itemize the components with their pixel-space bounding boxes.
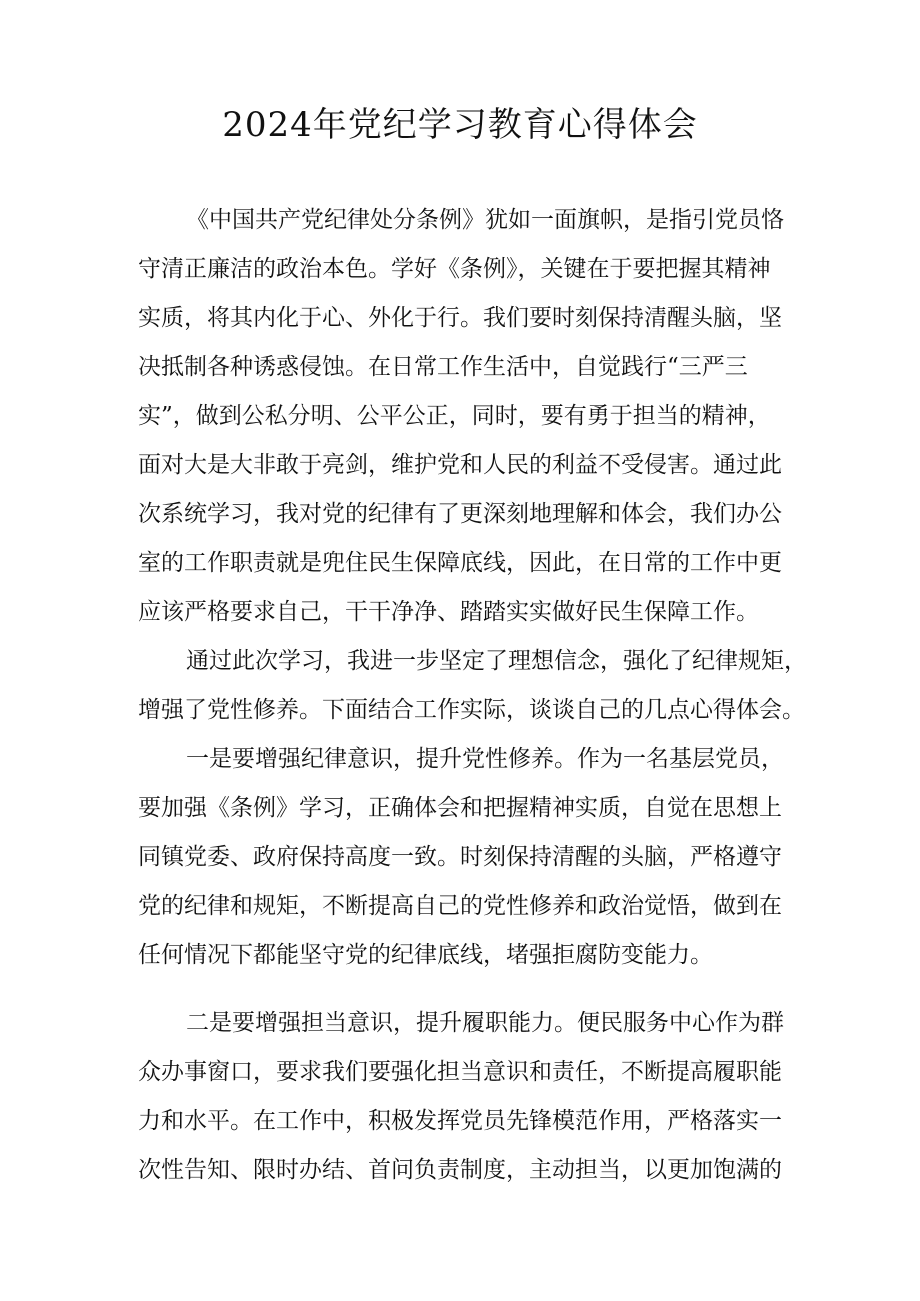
paragraph-line: 增强了党性修养。下面结合工作实际，谈谈自己的几点心得体会。 [138, 697, 805, 723]
paragraph-line: 守清正廉洁的政治本色。学好《条例》，关键在于要把握其精神 [138, 256, 771, 282]
paragraph-line: 党的纪律和规矩，不断提高自己的党性修养和政治觉悟，做到在 [138, 893, 782, 919]
paragraph-line: 实质，将其内化于心、外化于行。我们要时刻保持清醒头脑，坚 [138, 305, 782, 331]
paragraph-line: 力和水平。在工作中，积极发挥党员先锋模范作用，严格落实一 [138, 1108, 782, 1134]
paragraph-line: 要加强《条例》学习，正确体会和把握精神实质，自觉在思想上 [138, 795, 782, 821]
paragraph-line: 众办事窗口，要求我们要强化担当意识和责任，不断提高履职能 [138, 1059, 782, 1085]
paragraph-line: 决抵制各种诱惑侵蚀。在日常工作生活中，自觉践行“三严三 [138, 354, 748, 380]
paragraph-line: 任何情况下都能坚守党的纪律底线，堵强拒腐防变能力。 [138, 942, 713, 968]
paragraph-line: 次性告知、限时办结、首问负责制度，主动担当，以更加饱满的 [138, 1157, 782, 1183]
document-title: 2024年党纪学习教育心得体会 [222, 105, 698, 145]
paragraph-line: 应该严格要求自己，干干净净、踏踏实实做好民生保障工作。 [138, 599, 759, 625]
paragraph-line: 同镇党委、政府保持高度一致。时刻保持清醒的头脑，严格遵守 [138, 844, 782, 870]
paragraph-line: 次系统学习，我对党的纪律有了更深刻地理解和体会，我们办公 [138, 501, 782, 527]
paragraph-line: 实”，做到公私分明、公平公正，同时，要有勇于担当的精神， [138, 403, 771, 429]
paragraph-line: 面对大是大非敢于亮剑，维护党和人民的利益不受侵害。通过此 [138, 452, 782, 478]
paragraph-line: 一是要增强纪律意识，提升党性修养。作为一名基层党员， [186, 746, 784, 772]
paragraph-line: 《中国共产党纪律处分条例》犹如一面旗帜，是指引党员恪 [186, 207, 784, 233]
paragraph-line: 通过此次学习，我进一步坚定了理想信念，强化了纪律规矩， [186, 648, 807, 674]
paragraph-line: 室的工作职责就是兜住民生保障底线，因此，在日常的工作中更 [138, 550, 782, 576]
paragraph-line: 二是要增强担当意识，提升履职能力。便民服务中心作为群 [186, 1010, 784, 1036]
